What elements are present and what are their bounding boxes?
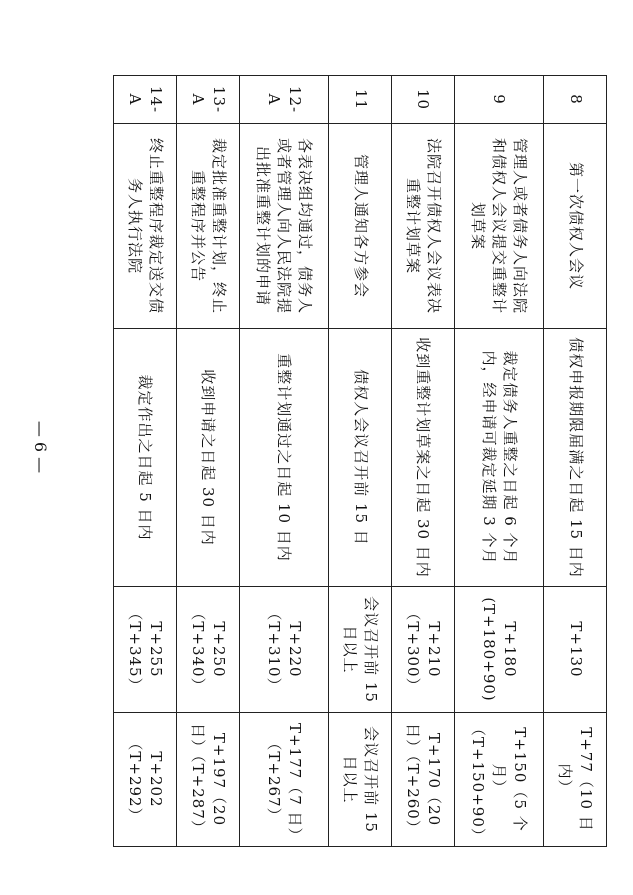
estimated-timeline-cell: T+77（10 日内） [544, 713, 607, 847]
row-number: 12-A [239, 76, 329, 124]
page-number: — 6 — [31, 420, 50, 474]
timeline-cell: T+250（T+340） [176, 587, 239, 713]
estimated-timeline-cell: T+170（20 日）（T+260） [391, 713, 454, 847]
deadline-cell: 裁定债务人重整之日起 6 个月内，经申请可裁定延期 3 个月 [454, 329, 544, 587]
table-row [176, 76, 239, 847]
table-row [329, 76, 392, 847]
rotated-table-container [113, 75, 607, 846]
row-number: 10 [391, 76, 454, 124]
table-row [544, 76, 607, 847]
estimated-timeline-cell: T+150（5 个月）（T+150+90） [454, 713, 544, 847]
timeline-cell: T+210（T+300） [391, 587, 454, 713]
item-cell: 法院召开债权人会议表决重整计划草案 [391, 124, 454, 329]
timeline-cell: 会议召开前 15 日以上 [329, 587, 392, 713]
estimated-timeline-cell: T+202（T+292） [114, 713, 177, 847]
item-cell: 裁定批准重整计划，终止重整程序并公告 [176, 124, 239, 329]
row-number: 11 [329, 76, 392, 124]
table-row [114, 76, 177, 847]
deadline-cell: 债权申报期限届满之日起 15 日内 [544, 329, 607, 587]
item-cell: 管理人或者债务人向法院和债权人会议提交重整计划草案 [454, 124, 544, 329]
deadline-cell: 收到重整计划草案之日起 30 日内 [391, 329, 454, 587]
deadline-cell: 债权人会议召开前 15 日 [329, 329, 392, 587]
item-cell: 终止重整程序裁定送交债务人执行法院 [114, 124, 177, 329]
timeline-cell: T+130 [544, 587, 607, 713]
item-cell: 管理人通知各方参会 [329, 124, 392, 329]
table-row [239, 76, 329, 847]
table-row [454, 76, 544, 847]
item-cell: 第一次债权人会议 [544, 124, 607, 329]
schedule-table-area [113, 75, 607, 846]
table-row [391, 76, 454, 847]
schedule-table [113, 75, 607, 847]
row-number: 13-A [176, 76, 239, 124]
timeline-cell: T+180 (T+180+90) [454, 587, 544, 713]
estimated-timeline-cell: T+197（20 日）（T+287） [176, 713, 239, 847]
deadline-cell: 裁定作出之日起 5 日内 [114, 329, 177, 587]
row-number: 9 [454, 76, 544, 124]
item-cell: 各表决组均通过，债务人或者管理人向人民法院提出批准重整计划的申请 [239, 124, 329, 329]
row-number: 14-A [114, 76, 177, 124]
deadline-cell: 收到申请之日起 30 日内 [176, 329, 239, 587]
timeline-cell: T+220（T+310） [239, 587, 329, 713]
row-number: 8 [544, 76, 607, 124]
timeline-cell: T+255（T+345） [114, 587, 177, 713]
deadline-cell: 重整计划通过之日起 10 日内 [239, 329, 329, 587]
estimated-timeline-cell: T+177（7 日）（T+267） [239, 713, 329, 847]
estimated-timeline-cell: 会议召开前 15 日以上 [329, 713, 392, 847]
